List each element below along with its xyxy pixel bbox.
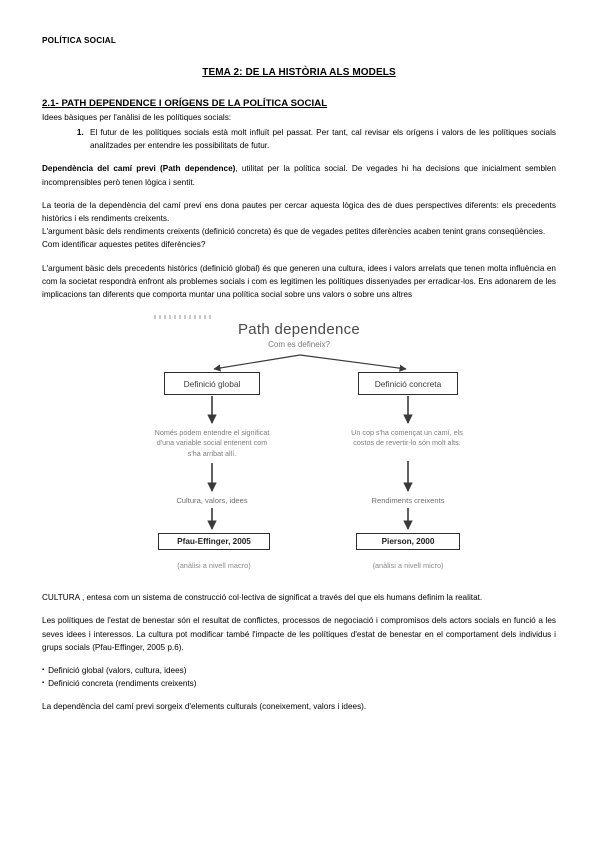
diagram-box-definicio-concreta: Definició concreta [358,372,458,395]
diagram-description-global: Només podem entendre el significat d'una variable social entenent com s'ha arribat allí. [154,428,270,458]
bold-term: Dependència del camí previ (Path dependence) [42,164,236,174]
path-dependence-diagram [42,311,556,583]
section-heading: 2.1- PATH DEPENDENCE I ORÍGENS DE LA POLÍTICA SOCIAL [42,98,328,109]
list-item: ▪ Definició concreta (rendiments creixents) [42,677,556,690]
diagram-citation-pfau-effinger: Pfau-Effinger, 2005 [158,533,270,550]
diagram-outcome-global: Cultura, valors, idees [176,496,248,506]
paragraph-path-dependence [42,162,556,188]
paragraph-welfare-policies: Les polítiques de l'estat de benestar són el resultat de conflictes, processos de negociació i compromisos dels actors socials en funció a les seves idees i interessos. La cultura pot modificar també l'impacte de les polítiques d'estat de benestar en el comportament dels individus i grups socials (Pfau-Effinger, 2005 p.6). [42,616,556,652]
diagram-connectors [42,311,556,583]
numbered-list [42,126,556,152]
bullet-list [42,664,556,690]
list-item: 1. El futur de les polítiques socials està molt influït pel passat. Per tant, cal revisar els orígens i valors de les polítiques socials analitzades per entendre les possibilitats de futur. [86,126,556,152]
paragraph-conclusion: La dependència del camí previ sorgeix d'elements culturals (coneixement, valors i idees). [42,702,367,712]
diagram-description-concreta: Un cop s'ha començat un camí, els costos de revertir-lo són molt alts. [351,428,463,448]
diagram-citation-pierson: Pierson, 2000 [356,533,460,550]
document-header: POLÍTICA SOCIAL [42,36,117,45]
paragraph-theory: La teoria de la dependència del camí previ ens dona pautes per cercar aquesta lògica des de dues perspectives diferents: els precedents històrics i els rendiments creixents. [42,200,556,224]
diagram-caption-macro: (anàlisi a nivell macro) [177,561,251,571]
page-title: TEMA 2: DE LA HISTÒRIA ALS MODELS [202,67,396,78]
list-item: ▪ Definició global (valors, cultura, idees) [42,664,556,677]
diagram-box-definicio-global: Definició global [164,372,260,395]
paragraph-increasing-returns: L'argument bàsic dels rendiments creixents (definició concreta) és que de vegades petites diferències acaben tenint grans conseqüències. [42,227,546,237]
diagram-outcome-concreta: Rendiments creixents [371,496,445,506]
lead-line: Idees bàsiques per l'anàlisi de les polítiques socials: [42,113,232,122]
diagram-subtitle: Com es defineix? [268,340,330,350]
diagram-caption-micro: (anàlisi a nivell micro) [372,561,444,571]
paragraph-question: Com identificar aquestes petites diferències? [42,240,206,250]
diagram-title: Path dependence [237,321,361,339]
paragraph-historical-precedents: L'argument bàsic dels precedents històrics (definició global) és que generen una cultura, idees i valors arrelats que tenen molta influència en com la societat respondrà enfront als problemes socials i com es legitimen les polítiques dissenyades per erradicar-los. Ens adonarem de les implicacions tan diferents que comporta muntar una política social sobre uns valors o sobre uns altres [42,263,556,300]
paragraph-cultura: CULTURA , entesa com un sistema de construcció col·lectiva de significat a través del que els humans definim la realitat. [42,593,483,603]
paragraph-text: , utilitat per la política social. De vegades hi ha decisions que inicialment semblen incomprensibles però tenen lògica i sentit. [42,164,556,187]
